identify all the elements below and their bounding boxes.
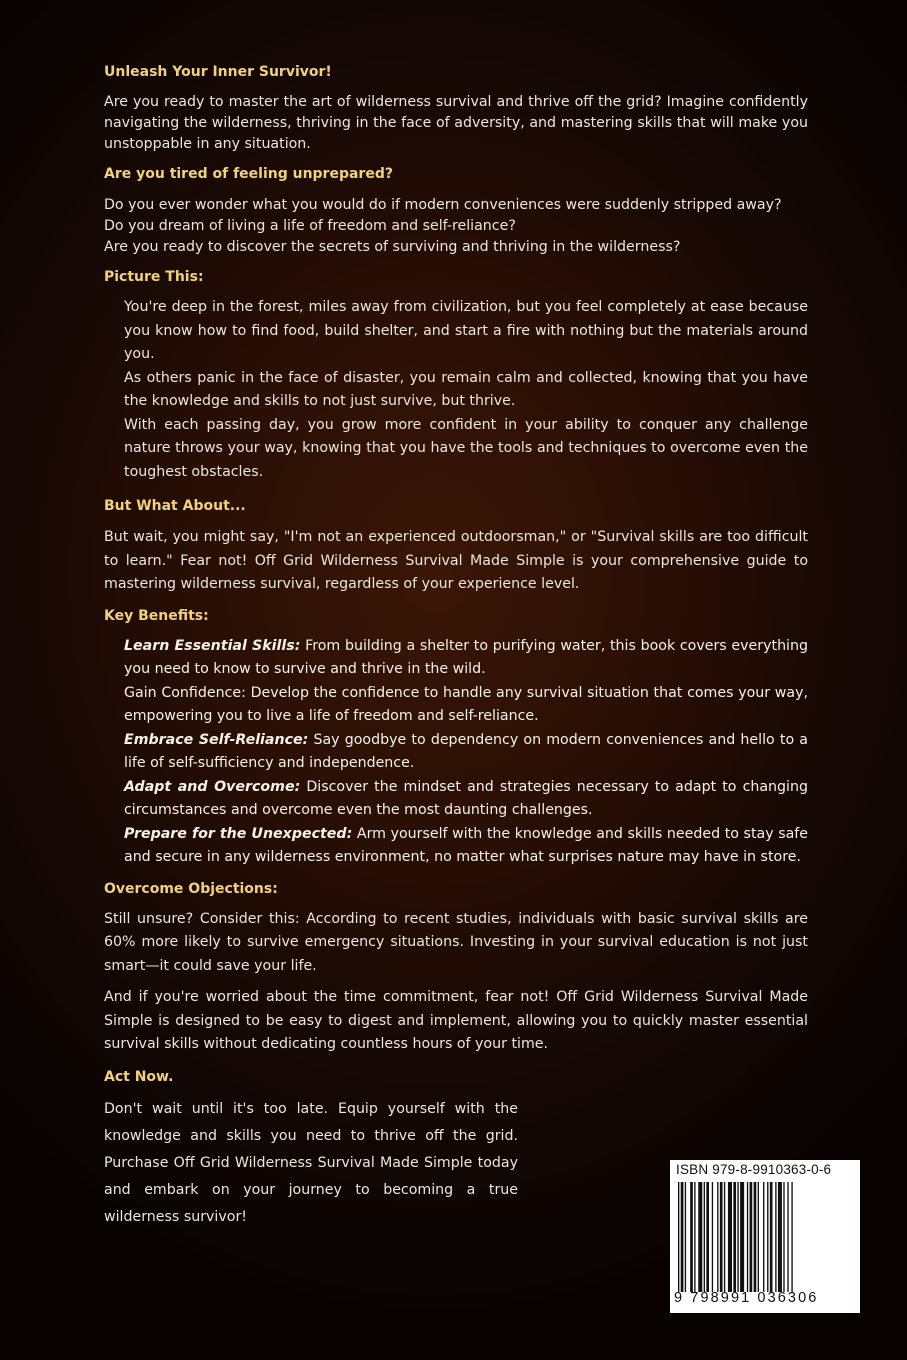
barcode-bar bbox=[750, 1182, 753, 1292]
benefit-text: From building a shelter to purifying water, this book covers everything you need to know to survive and thrive in the wild. bbox=[124, 637, 808, 677]
but-what-paragraph: But wait, you might say, "I'm not an experienced outdoorsman," or "Survival skills are too difficult to learn." Fear not! Off Grid Wilderness Survival Made Simple is your comprehensive guide to mastering wilderness survival, regardless of your experience level. bbox=[104, 529, 808, 592]
heading-but-what: But What About... bbox=[104, 498, 246, 514]
barcode-bar bbox=[754, 1182, 757, 1292]
barcode-bar bbox=[763, 1182, 764, 1292]
barcode-bar bbox=[690, 1182, 693, 1292]
heading-picture: Picture This: bbox=[104, 269, 204, 285]
barcode-bar bbox=[787, 1182, 788, 1292]
act-now-paragraph: Don't wait until it's too late. Equip yourself with the knowledge and skills you need to thrive off the grid. Purchase Off Grid Wilderness Survival Made Simple today and embark on your journey to becoming a true wilderness survivor! bbox=[104, 1100, 518, 1225]
back-cover-text bbox=[104, 62, 808, 1231]
barcode-bars bbox=[678, 1182, 854, 1292]
benefit-text: Arm yourself with the knowledge and skills needed to stay safe and secure in any wilderness environment, no matter what surprises nature may have in store. bbox=[124, 825, 809, 865]
barcode-number: 9 798991 036306 bbox=[674, 1290, 819, 1306]
barcode-bar bbox=[783, 1182, 784, 1292]
benefit-item bbox=[124, 776, 808, 823]
unprepared-q1: Do you ever wonder what you would do if modern conveniences were suddenly stripped away? bbox=[104, 197, 782, 213]
benefit-text: Gain Confidence: Develop the confidence to handle any survival situation that comes your way, empowering you to live a life of freedom and self-reliance. bbox=[124, 684, 808, 724]
barcode-bar bbox=[770, 1182, 773, 1292]
heading-key-benefits: Key Benefits: bbox=[104, 607, 209, 624]
barcode-bar bbox=[767, 1182, 768, 1292]
heading-unprepared: Are you tired of feeling unprepared? bbox=[104, 166, 393, 182]
intro-paragraph: Are you ready to master the art of wilderness survival and thrive off the grid? Imagine confidently navigating the wilderness, thriving in the face of adversity, and mastering skills that will make you unstoppable in any situation. bbox=[104, 94, 808, 152]
objections-p1: Still unsure? Consider this: According to recent studies, individuals with basic survival skills are 60% more likely to survive emergency situations. Investing in your survival education is not just smart—it could save your life. bbox=[104, 910, 808, 974]
barcode-bar bbox=[778, 1182, 782, 1292]
picture-p2: As others panic in the face of disaster, you remain calm and collected, knowing that you have the knowledge and skills to not just survive, but thrive. bbox=[124, 369, 808, 409]
picture-list bbox=[104, 296, 808, 484]
objections-p2: And if you're worried about the time commitment, fear not! Off Grid Wilderness Survival Made Simple is designed to be easy to digest and implement, allowing you to quickly master essential survival skills without dedicating countless hours of your time. bbox=[104, 989, 808, 1052]
barcode-bar bbox=[733, 1182, 736, 1292]
benefit-item bbox=[124, 729, 808, 776]
benefit-lead: Embrace Self-Reliance: bbox=[124, 731, 309, 748]
barcode-bar bbox=[737, 1182, 738, 1292]
benefit-lead: Learn Essential Skills: bbox=[124, 637, 301, 654]
barcode-bar bbox=[717, 1182, 718, 1292]
unprepared-q2: Do you dream of living a life of freedom and self-reliance? bbox=[104, 218, 516, 234]
barcode-bar bbox=[681, 1182, 684, 1292]
barcode-bar bbox=[694, 1182, 695, 1292]
benefit-item bbox=[124, 682, 808, 729]
barcode-bar bbox=[728, 1182, 732, 1292]
barcode-bar bbox=[678, 1182, 679, 1292]
benefit-text: Say goodbye to dependency on modern conveniences and hello to a life of self-sufficiency and independence. bbox=[124, 731, 808, 771]
barcode-bar bbox=[720, 1182, 723, 1292]
isbn-label: ISBN 979-8-9910363-0-6 bbox=[676, 1162, 832, 1177]
barcode-bar bbox=[758, 1182, 759, 1292]
barcode-bar bbox=[706, 1182, 709, 1292]
picture-p3: With each passing day, you grow more confident in your ability to conquer any challenge nature throws your way, knowing that you have the tools and techniques to overcome even the toughest obstacles. bbox=[124, 416, 808, 480]
unprepared-q3: Are you ready to discover the secrets of surviving and thriving in the wilderness? bbox=[104, 239, 681, 255]
barcode-bar bbox=[698, 1182, 702, 1292]
barcode-bar bbox=[775, 1182, 776, 1292]
heading-objections: Overcome Objections: bbox=[104, 880, 278, 897]
benefit-lead: Prepare for the Unexpected: bbox=[124, 825, 353, 842]
barcode-bar bbox=[724, 1182, 725, 1292]
benefit-lead: Adapt and Overcome: bbox=[124, 778, 301, 795]
isbn-barcode bbox=[670, 1160, 860, 1313]
heading-act-now: Act Now. bbox=[104, 1068, 174, 1085]
benefit-item bbox=[124, 823, 808, 870]
barcode-bar bbox=[791, 1182, 792, 1292]
benefits-list bbox=[104, 635, 808, 870]
barcode-bar bbox=[685, 1182, 686, 1292]
benefit-item bbox=[124, 635, 808, 682]
barcode-bar bbox=[740, 1182, 744, 1292]
picture-p1: You're deep in the forest, miles away from civilization, but you feel completely at ease because you know how to find food, build shelter, and start a fire with nothing but the materials around you. bbox=[124, 299, 808, 362]
benefit-text: Discover the mindset and strategies necessary to adapt to changing circumstances and overcome even the most daunting challenges. bbox=[124, 778, 808, 818]
barcode-bar bbox=[712, 1182, 713, 1292]
heading-unleash: Unleash Your Inner Survivor! bbox=[104, 64, 332, 80]
barcode-bar bbox=[704, 1182, 705, 1292]
barcode-bar bbox=[747, 1182, 748, 1292]
